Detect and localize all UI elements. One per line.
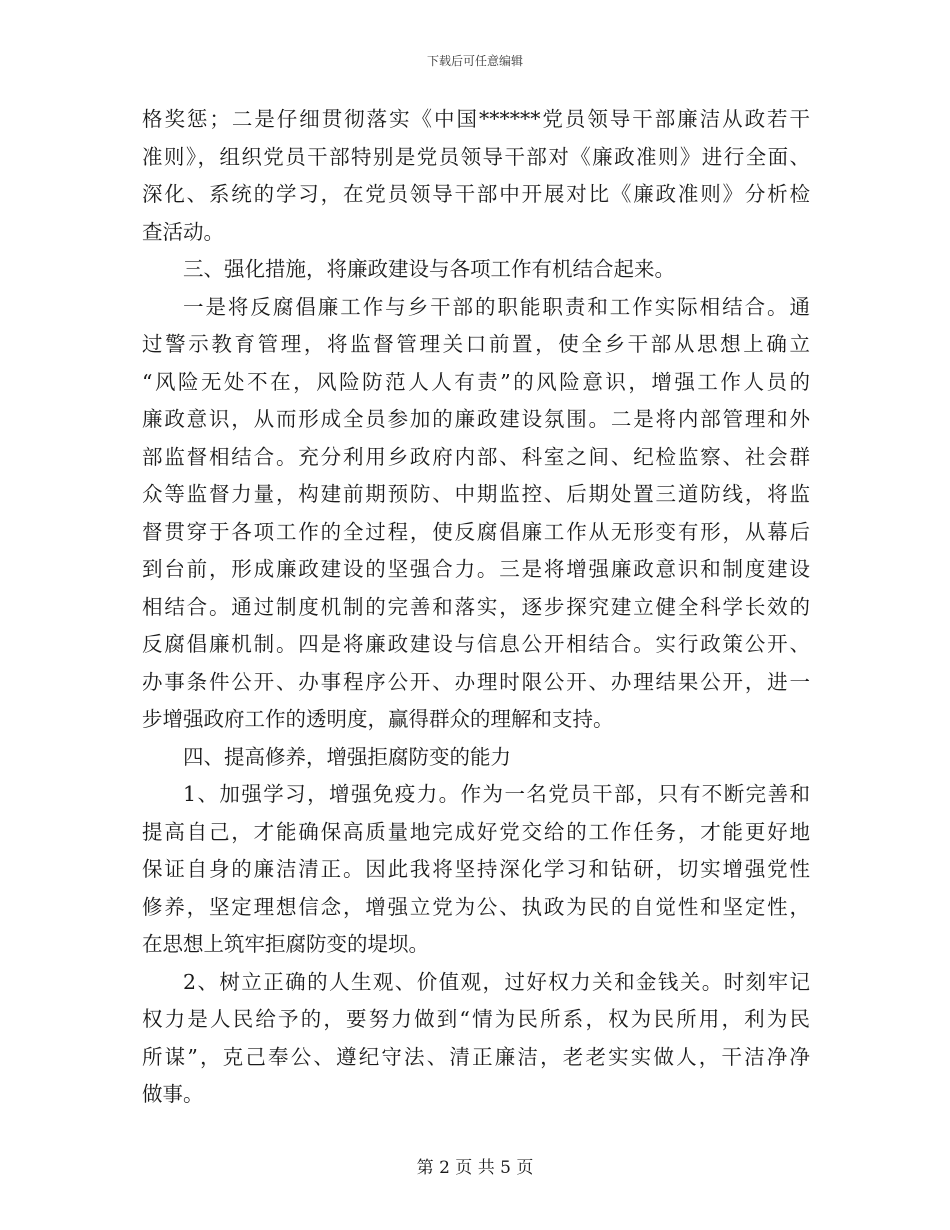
text-line: 督贯穿于各项工作的全过程，使反腐倡廉工作从无形变有形，从幕后	[142, 519, 810, 544]
text-line: 深化、系统的学习，在党员领导干部中开展对比《廉政准则》分析检	[142, 182, 810, 206]
section-heading: 三、强化措施，将廉政建设与各项工作有机结合起来。	[183, 257, 675, 281]
text-line: 所谋”，克己奉公、遵纪守法、清正廉洁，老老实实做人，干洁净净	[142, 1044, 810, 1069]
page-header: 下载后可任意编辑	[426, 54, 523, 68]
text-line: 相结合。通过制度机制的完善和落实，逐步探究建立健全科学长效的	[142, 594, 810, 619]
document-body	[142, 101, 810, 1114]
text-line: “风险无处不在，风险防范人人有责”的风险意识，增强工作人员的	[142, 369, 810, 394]
text-line: 准则》，组织党员干部特别是党员领导干部对《廉政准则》进行全面、	[142, 144, 810, 169]
text-line: 提高自己，才能确保高质量地完成好党交给的工作任务，才能更好地	[142, 819, 810, 844]
page-footer: 第 2 页 共 5 页	[416, 1158, 534, 1178]
text-line: 2、树立正确的人生观、价值观，过好权力关和金钱关。时刻牢记	[183, 969, 810, 994]
text-line: 廉政意识，从而形成全员参加的廉政建设氛围。二是将内部管理和外	[142, 407, 810, 431]
text-line: 到台前，形成廉政建设的坚强合力。三是将增强廉政意识和制度建设	[142, 557, 810, 581]
text-line: 1、加强学习，增强免疫力。作为一名党员干部，只有不断完善和	[183, 782, 810, 806]
text-line: 办事条件公开、办事程序公开、办理时限公开、办理结果公开，进一	[142, 669, 810, 694]
text-line: 查活动。	[142, 219, 224, 244]
text-line: 权力是人民给予的，要努力做到“情为民所系，权为民所用，利为民	[142, 1007, 810, 1031]
text-line: 步增强政府工作的透明度，赢得群众的理解和支持。	[142, 707, 614, 731]
text-line: 保证自身的廉洁清正。因此我将坚持深化学习和钻研，切实增强党性	[142, 857, 810, 881]
text-line: 格奖惩；二是仔细贯彻落实《中国******党员领导干部廉洁从政若干	[142, 107, 810, 131]
text-line: 过警示教育管理，将监督管理关口前置，使全乡干部从思想上确立	[142, 332, 810, 356]
section-heading: 四、提高修养，增强拒腐防变的能力	[183, 744, 511, 769]
text-line: 一是将反腐倡廉工作与乡干部的职能职责和工作实际相结合。通	[183, 294, 810, 319]
text-line: 众等监督力量，构建前期预防、中期监控、后期处置三道防线，将监	[142, 482, 810, 506]
text-line: 反腐倡廉机制。四是将廉政建设与信息公开相结合。实行政策公开、	[142, 632, 810, 656]
text-line: 部监督相结合。充分利用乡政府内部、科室之间、纪检监察、社会群	[142, 444, 810, 469]
text-line: 在思想上筑牢拒腐防变的堤坝。	[142, 932, 429, 956]
text-line: 做事。	[142, 1082, 204, 1106]
text-line: 修养，坚定理想信念，增强立党为公、执政为民的自觉性和坚定性，	[142, 894, 810, 919]
